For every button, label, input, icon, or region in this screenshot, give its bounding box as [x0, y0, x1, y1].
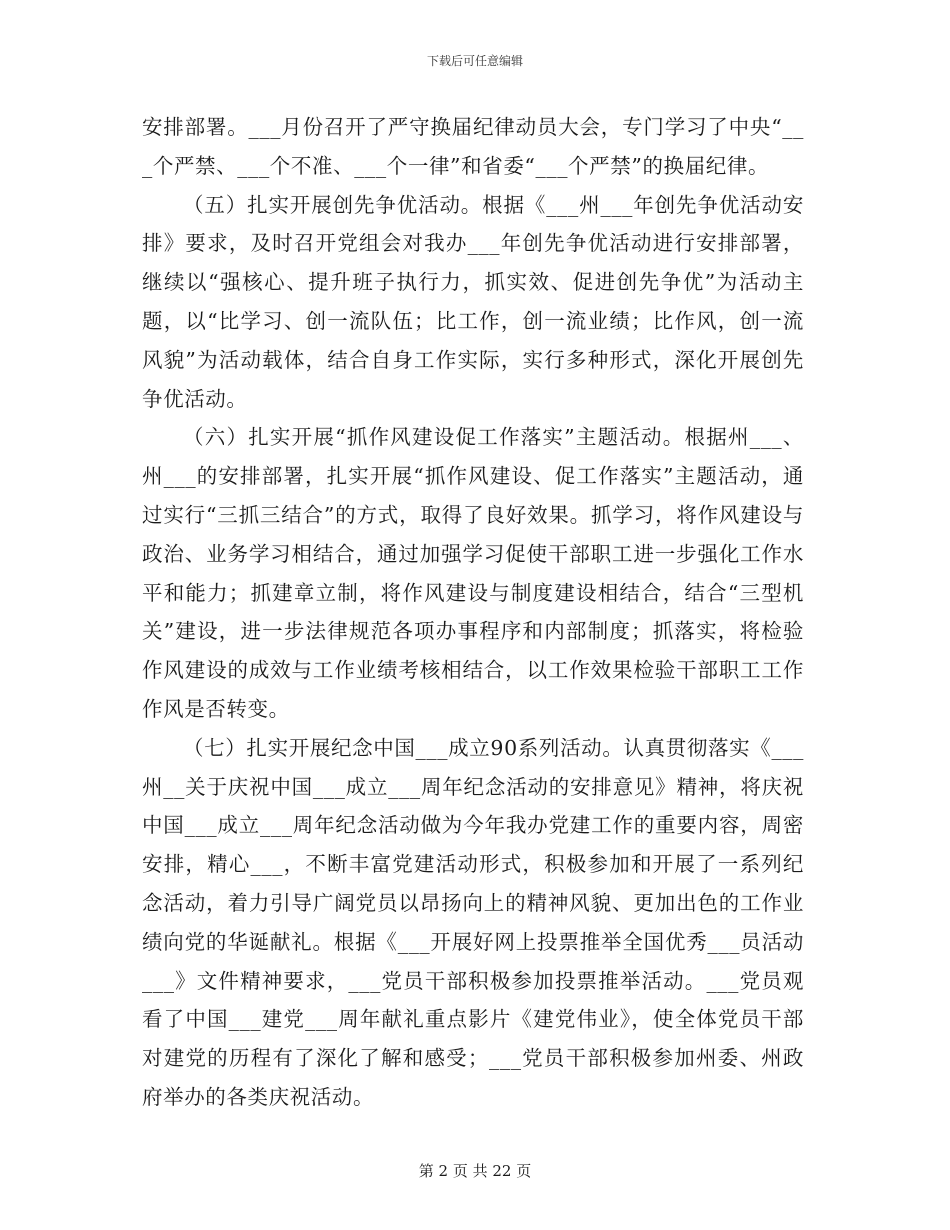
page-header-note: 下载后可任意编辑 [426, 54, 523, 68]
document-body [142, 108, 804, 1117]
paragraph-section-6: （六）扎实开展“抓作风建设促工作落实”主题活动。根据州___、州___的安排部署，扎实开展“抓作风建设、促工作落实”主题活动，通过实行“三抓三结合”的方式，取得了良好效果。抓学习，将作风建设与政治、业务学习相结合，通过加强学习促使干部职工进一步强化工作水平和能力；抓建章立制，将作风建设与制度建设相结合，结合“三型机关”建设，进一步法律规范各项办事程序和内部制度；抓落实，将检验作风建设的成效与工作业绩考核相结合，以工作效果检验干部职工工作作风是否转变。 [142, 425, 804, 721]
paragraph-continuation: 安排部署。___月份召开了严守换届纪律动员大会，专门学习了中央“___个严禁、___个不准、___个一律”和省委“___个严禁”的换届纪律。 [142, 115, 804, 178]
paragraph-section-5: （五）扎实开展创先争优活动。根据《___州___年创先争优活动安排》要求，及时召开党组会对我办___年创先争优活动进行安排部署，继续以“强核心、提升班子执行力，抓实效、促进创先争优”为活动主题，以“比学习、创一流队伍；比工作，创一流业绩；比作风，创一流风貌”为活动载体，结合自身工作实际，实行多种形式，深化开展创先争优活动。 [142, 192, 804, 411]
paragraph-section-7: （七）扎实开展纪念中国___成立90系列活动。认真贯彻落实《___州__关于庆祝中国___成立___周年纪念活动的安排意见》精神，将庆祝中国___成立___周年纪念活动做为今年我办党建工作的重要内容，周密安排，精心___，不断丰富党建活动形式，积极参加和开展了一系列纪念活动，着力引导广阔党员以昂扬向上的精神风貌、更加出色的工作业绩向党的华诞献礼。根据《___开展好网上投票推举全国优秀___员活动___》文件精神要求，___党员干部积极参加投票推举活动。___党员观看了中国___建党___周年献礼重点影片《建党伟业》，使全体党员干部对建党的历程有了深化了解和感受；___党员干部积极参加州委、州政府举办的各类庆祝活动。 [142, 735, 804, 1109]
page-number-footer: 第 2 页 共 22 页 [418, 1162, 532, 1180]
